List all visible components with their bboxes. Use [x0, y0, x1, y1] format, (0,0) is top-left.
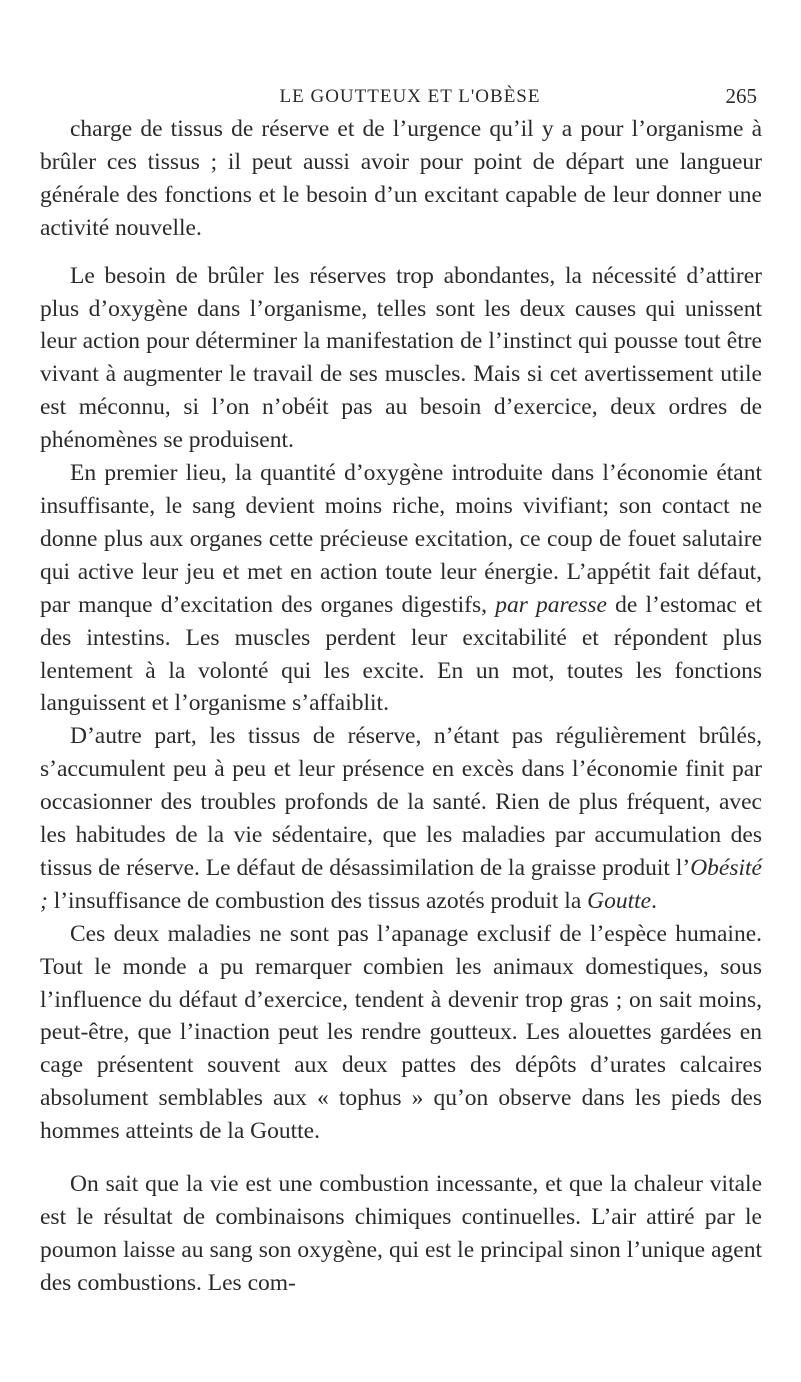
paragraph-4: D’autre part, les tissus de réserve, n’étant pas régulièrement brûlés, s’accumulent peu à peu et leur présence en excès dans l’économie finit par occasionner des troubles profonds de la santé. Rien de plus fréquent, avec les habitudes de la vie sédentaire, que les maladies par accumulation des tissus de réserve. Le défaut de désassimilation de la graisse produit l’Obésité ; l’insuffisance de combustion des tissus azotés produit la Goutte. — [40, 723, 762, 914]
italic-phrase: par paresse — [495, 591, 607, 618]
paragraph-3: En premier lieu, la quantité d’oxygène introduite dans l’économie étant insuffisante, le sang devient moins riche, moins vivifiant; son contact ne donne plus aux organes cette précieuse excitation, ce coup de fouet salutaire qui active leur jeu et met en action toute leur énergie. L’appétit fait défaut, par manque d’excitation des organes digestifs, par paresse de l’estomac et des intestins. Les muscles perdent leur excitabilité et répondent plus lentement à la volonté qui les excite. En un mot, toutes les fonctions languissent et l’organisme s’affaiblit. — [40, 460, 762, 717]
paragraph-5: Ces deux maladies ne sont pas l’apanage exclusif de l’espèce humaine. Tout le monde a pu remarquer combien les animaux domestiques, sous l’influence du défaut d’exercice, tendent à devenir trop gras ; on sait moins, peut-être, que l’inaction peut les rendre goutteux. Les alouettes gardées en cage présentent souvent aux deux pattes des dépôts d’urates calcaires absolument semblables aux « tophus » qu’on observe dans les pieds des hommes atteints de la Goutte. — [40, 920, 762, 1145]
italic-goutte: Goutte — [587, 887, 652, 914]
paragraph-2: Le besoin de brûler les réserves trop abondantes, la nécessité d’attirer plus d’oxygène dans l’organisme, telles sont les deux causes qui unissent leur action pour déterminer la manifestation de l’instinct qui pousse tout être vivant à augmenter le travail de ses muscles. Mais si cet avertissement utile est méconnu, si l’on n’obéit pas au besoin d’exercice, deux ordres de phénomènes se produisent. — [40, 262, 762, 454]
body-text — [40, 113, 762, 1300]
paragraph-1: charge de tissus de réserve et de l’urgence qu’il y a pour l’organisme à brûler ces tissus ; il peut aussi avoir pour point de départ une langueur générale des fonctions et le besoin d’un excitant capable de leur donner une activité nouvelle. — [40, 116, 762, 241]
running-title: LE GOUTTEUX ET L'OBÈSE — [279, 86, 541, 107]
paragraph-6: On sait que la vie est une combustion incessante, et que la chaleur vitale est le résultat de combinaisons chimiques continuelles. L’air attiré par le poumon laisse au sang son oxygène, qui est le principal sinon l’unique agent des combustions. Les com- — [40, 1171, 762, 1296]
page-number: 265 — [725, 84, 757, 108]
italic-obesite: Obésité ; — [40, 854, 762, 914]
